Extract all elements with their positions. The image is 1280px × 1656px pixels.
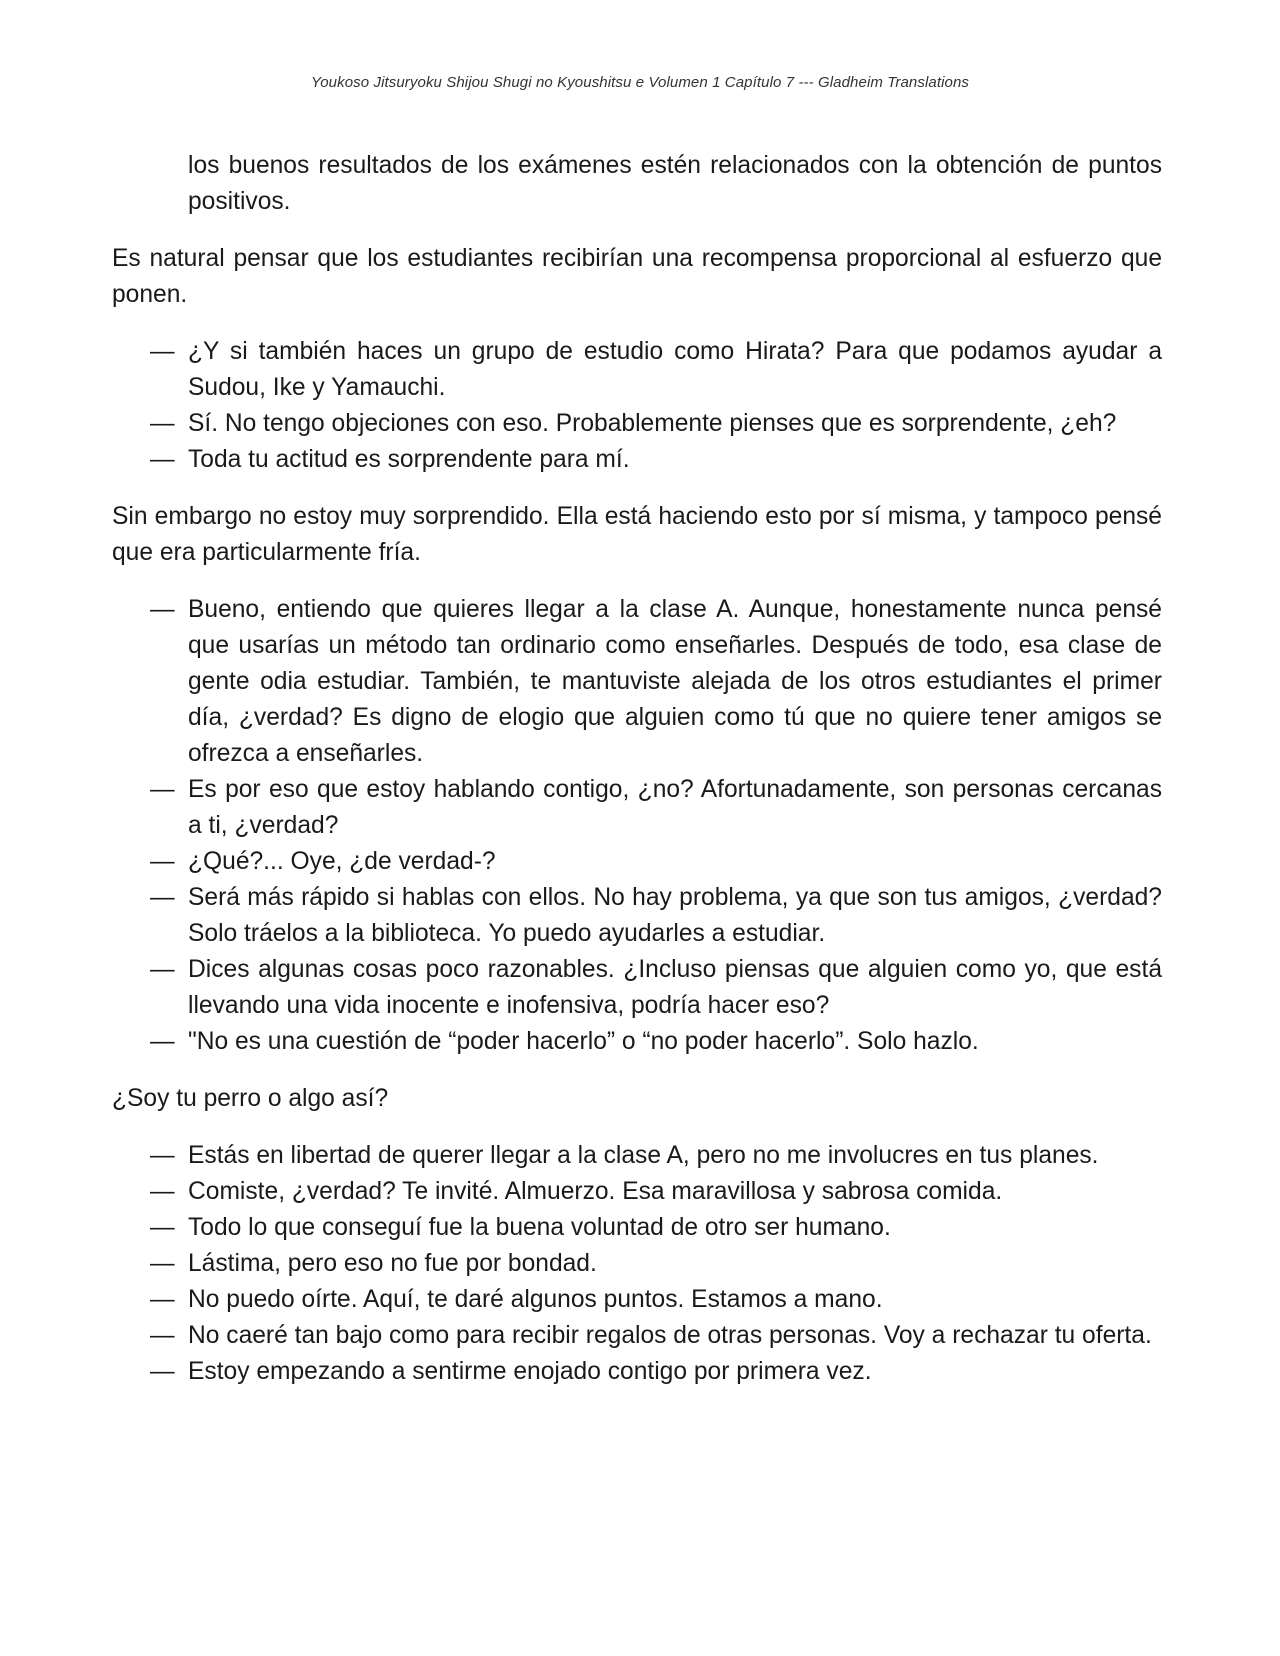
dialogue-line — [112, 1354, 1162, 1390]
em-dash: — — [150, 1358, 175, 1385]
em-dash: — — [150, 338, 175, 365]
narration-paragraph: Sin embargo no estoy muy sorprendido. Ella está haciendo esto por sí misma, y tampoco pensé que era particularmente fría. — [112, 503, 1162, 566]
dialogue-block — [112, 592, 1162, 1060]
dialogue-text: No puedo oírte. Aquí, te daré algunos puntos. Estamos a mano. — [188, 1286, 883, 1313]
page-body — [112, 148, 1162, 1390]
dialogue-text: ¿Qué?... Oye, ¿de verdad-? — [188, 848, 496, 875]
em-dash: — — [150, 776, 175, 803]
dialogue-block — [112, 334, 1162, 478]
paragraph-gap — [112, 1117, 1162, 1138]
dialogue-line — [112, 1024, 1162, 1060]
dialogue-block — [112, 1138, 1162, 1390]
dialogue-line — [112, 1210, 1162, 1246]
em-dash: — — [150, 848, 175, 875]
dialogue-line — [112, 1246, 1162, 1282]
dialogue-line — [112, 1282, 1162, 1318]
dialogue-line — [112, 844, 1162, 880]
dialogue-line — [112, 592, 1162, 772]
dialogue-line — [112, 1318, 1162, 1354]
dialogue-line — [112, 406, 1162, 442]
em-dash: — — [150, 884, 175, 911]
dialogue-text: Sí. No tengo objeciones con eso. Probablemente pienses que es sorprendente, ¿eh? — [188, 410, 1117, 437]
dialogue-text: Bueno, entiendo que quieres llegar a la clase A. Aunque, honestamente nunca pensé que usarías un método tan ordinario como enseñarles. Después de todo, esa clase de gente odia estudiar. También, te mantuviste alejada de los otros estudiantes el primer día, ¿verdad? Es digno de elogio que alguien como tú que no quiere tener amigos se ofrezca a enseñarles. — [188, 596, 1162, 767]
dialogue-line — [112, 880, 1162, 952]
em-dash: — — [150, 956, 175, 983]
em-dash: — — [150, 596, 175, 623]
em-dash: — — [150, 1214, 175, 1241]
em-dash: — — [150, 1250, 175, 1277]
dialogue-text: Estás en libertad de querer llegar a la clase A, pero no me involucres en tus planes. — [188, 1142, 1099, 1169]
dialogue-line — [112, 952, 1162, 1024]
dialogue-text: Comiste, ¿verdad? Te invité. Almuerzo. Esa maravillosa y sabrosa comida. — [188, 1178, 1003, 1205]
dialogue-text: Lástima, pero eso no fue por bondad. — [188, 1250, 597, 1277]
dialogue-line — [112, 442, 1162, 478]
dialogue-text: Toda tu actitud es sorprendente para mí. — [188, 446, 630, 473]
narration-paragraph: ¿Soy tu perro o algo así? — [112, 1085, 389, 1112]
paragraph-gap — [112, 220, 1162, 241]
dialogue-text: Todo lo que conseguí fue la buena voluntad de otro ser humano. — [188, 1214, 891, 1241]
dialogue-line — [112, 1138, 1162, 1174]
dialogue-text: Es por eso que estoy hablando contigo, ¿no? Afortunadamente, son personas cercanas a ti, ¿verdad? — [188, 776, 1162, 839]
running-header: Youkoso Jitsuryoku Shijou Shugi no Kyoushitsu e Volumen 1 Capítulo 7 --- Gladheim Translations — [310, 74, 970, 91]
dialogue-line — [112, 772, 1162, 844]
em-dash: — — [150, 446, 175, 473]
paragraph-gap — [112, 1060, 1162, 1081]
narration-paragraph: Es natural pensar que los estudiantes recibirían una recompensa proporcional al esfuerzo que ponen. — [112, 245, 1162, 308]
continued-paragraph: los buenos resultados de los exámenes estén relacionados con la obtención de puntos positivos. — [188, 152, 1162, 215]
dialogue-text: No caeré tan bajo como para recibir regalos de otras personas. Voy a rechazar tu oferta. — [188, 1322, 1152, 1349]
dialogue-text: Será más rápido si hablas con ellos. No hay problema, ya que son tus amigos, ¿verdad? Solo tráelos a la biblioteca. Yo puedo ayudarles a estudiar. — [188, 884, 1162, 947]
paragraph-gap — [112, 571, 1162, 592]
dialogue-text: ¿Y si también haces un grupo de estudio como Hirata? Para que podamos ayudar a Sudou, Ike y Yamauchi. — [188, 338, 1162, 401]
dialogue-line — [112, 1174, 1162, 1210]
em-dash: — — [150, 410, 175, 437]
dialogue-text: "No es una cuestión de “poder hacerlo” o “no poder hacerlo”. Solo hazlo. — [188, 1028, 979, 1055]
paragraph-gap — [112, 313, 1162, 334]
dialogue-text: Estoy empezando a sentirme enojado contigo por primera vez. — [188, 1358, 872, 1385]
dialogue-text: Dices algunas cosas poco razonables. ¿Incluso piensas que alguien como yo, que está llevando una vida inocente e inofensiva, podría hacer eso? — [188, 956, 1162, 1019]
paragraph-gap — [112, 478, 1162, 499]
dialogue-line — [112, 334, 1162, 406]
em-dash: — — [150, 1142, 175, 1169]
em-dash: — — [150, 1028, 175, 1055]
em-dash: — — [150, 1178, 175, 1205]
em-dash: — — [150, 1286, 175, 1313]
em-dash: — — [150, 1322, 175, 1349]
